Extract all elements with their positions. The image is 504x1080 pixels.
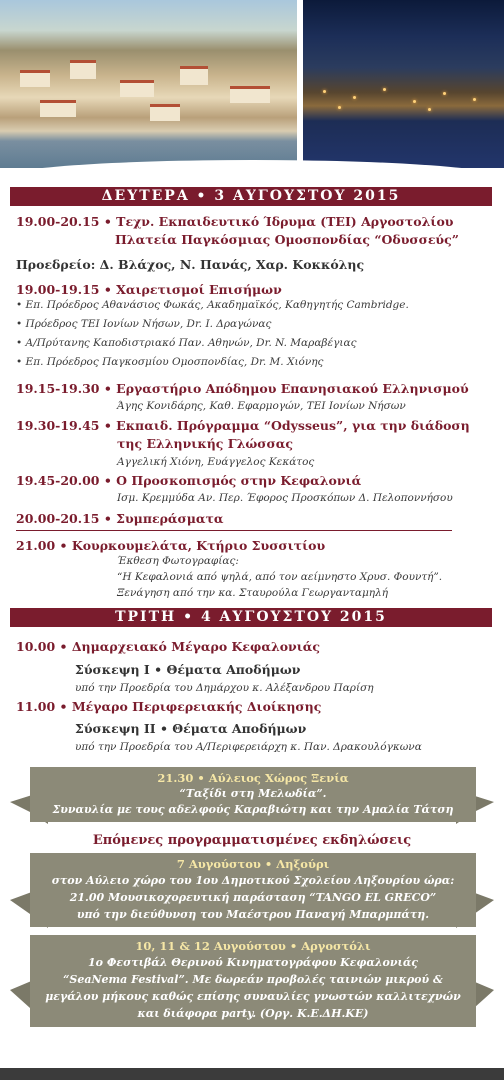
meeting-2: Σύσκεψη ΙΙ • Θέματα Αποδήμων (75, 721, 307, 736)
festival-title: 10, 11 & 12 Αυγούστου • Αργοστόλι (135, 939, 371, 953)
day2-header: ΤΡΙΤΗ • 4 ΑΥΓΟΥΣΤΟΥ 2015 (10, 608, 492, 627)
odysseus-session: 19.30-19.45 • Εκπαιδ. Πρόγραμμα “Odysseus”, για την διάδοση (16, 418, 470, 433)
scouting-speaker: Ισμ. Κρεμμύδα Αν. Περ. Έφορος Προσκόπων Δ. Πελοποννήσου (117, 492, 453, 504)
dinner-session: 21.00 • Κουρκουμελάτα, Κτήριο Συσσιτίου (16, 538, 326, 553)
meeting-1-chair: υπό την Προεδρία του Δημάρχου κ. Αλέξανδρου Παρίση (75, 682, 374, 694)
workshop-session: 19.15-19.30 • Εργαστήριο Απόδημου Επανησιακού Ελληνισμού (16, 381, 469, 396)
festival-concerts: μεγάλου μήκους καθώς επίσης συναυλίες γνωστών καλλιτεχνών (45, 990, 461, 1003)
divider (16, 530, 452, 531)
concert-name: “Ταξίδι στη Μελωδία”. (179, 787, 327, 800)
header-photos (0, 0, 504, 176)
conclusions-session: 20.00-20.15 • Συμπεράσματα (16, 511, 224, 526)
footer-band (0, 1068, 504, 1080)
concert-performers: Συναυλία με τους αδελφούς Καραβιώτη και την Αμαλία Τάτση (52, 803, 454, 816)
scouting-session: 19.45-20.00 • Ο Προσκοπισμός στην Κεφαλονιά (16, 473, 362, 488)
day1-header: ΔΕΥΤΕΡΑ • 3 ΑΥΓΟΥΣΤΟΥ 2015 (10, 187, 492, 206)
lixouri-banner (30, 853, 476, 927)
odysseus-speakers: Αγγελική Χιόνη, Ευάγγελος Κεκάτος (117, 456, 315, 468)
town-hall-session: 10.00 • Δημαρχειακό Μέγαρο Κεφαλονιάς (16, 639, 321, 654)
greeting-item: • Α/Πρύτανης Καποδιστριακό Παν. Αθηνών, Dr. N. Μαραβέγιας (16, 337, 357, 349)
presidium: Προεδρείο: Δ. Βλάχος, Ν. Πανάς, Χαρ. Κοκκόλης (16, 257, 365, 272)
meeting-2-chair: υπό την Προεδρία του Α/Περιφερειάρχη κ. Παν. Δρακουλόγκωνα (75, 741, 422, 753)
workshop-speaker: Άγης Κονιδάρης, Καθ. Εφαρμογών, ΤΕΙ Ιονίων Νήσων (117, 400, 406, 412)
night-harbour-photo (303, 0, 504, 168)
upcoming-heading: Επόμενες προγραμματισμένες εκδηλώσεις (92, 833, 412, 848)
greeting-item: • Πρόεδρος ΤΕΙ Ιονίων Νήσων, Dr. I. Δραγώνας (16, 318, 272, 330)
lixouri-conductor: υπό την διεύθυνση του Μαέστρου Παναγή Μπαρμπάτη. (76, 908, 430, 921)
festival-name: 1ο Φεστιβάλ Θερινού Κινηματογράφου Κεφαλονιάς (88, 956, 418, 969)
photo-exhibition-label: Έκθεση Φωτογραφίας: (117, 555, 239, 567)
photo-exhibition-title: “Η Κεφαλονιά από ψηλά, από τον αείμνηστο Χρυσ. Φουντή”. (117, 571, 443, 583)
meeting-1: Σύσκεψη Ι • Θέματα Αποδήμων (75, 662, 301, 677)
lixouri-venue: στον Αύλειο χώρο του 1ου Δημοτικού Σχολείου Ληξουρίου ώρα: (51, 874, 455, 887)
harbour-town-photo (0, 0, 297, 168)
lixouri-show: 21.00 Μουσικοχορευτική παράσταση “TANGO EL GRECO” (69, 891, 437, 904)
greeting-item: • Επ. Πρόεδρος Αθανάσιος Φωκάς, Ακαδημαϊκός, Καθηγητής Cambridge. (16, 299, 409, 311)
photo-exhibition-guide: Ξενάγηση από την κα. Σταυρούλα Γεωργανταμηλή (117, 587, 389, 599)
odysseus-session-line2: της Ελληνικής Γλώσσας (117, 436, 293, 451)
concert-banner (30, 767, 476, 822)
festival-organizer: και διάφορα party. (Οργ. Κ.Ε.ΔΗ.ΚΕ) (137, 1007, 369, 1020)
film-festival-banner (30, 935, 476, 1027)
festival-screenings: “SeaNema Festival”. Με δωρεάν προβολές ταινιών μικρού & (63, 973, 443, 986)
concert-title: 21.30 • Αύλειος Χώρος Ξενία (157, 771, 349, 785)
session-tei: 19.00-20.15 • Τεχν. Εκπαιδευτικό Ίδρυμα (ΤΕΙ) Αργοστολίου (16, 214, 454, 229)
greetings: 19.00-19.15 • Χαιρετισμοί Επισήμων (16, 282, 282, 297)
region-session: 11.00 • Μέγαρο Περιφερειακής Διοίκησης (16, 699, 322, 714)
session-tei-venue: Πλατεία Παγκόσμιας Ομοσπονδίας “Οδυσσεύς” (115, 232, 459, 247)
greeting-item: • Επ. Πρόεδρος Παγκοσμίου Ομοσπονδίας, Dr. M. Χιόνης (16, 356, 324, 368)
lixouri-title: 7 Αυγούστου • Ληξούρι (176, 857, 330, 871)
